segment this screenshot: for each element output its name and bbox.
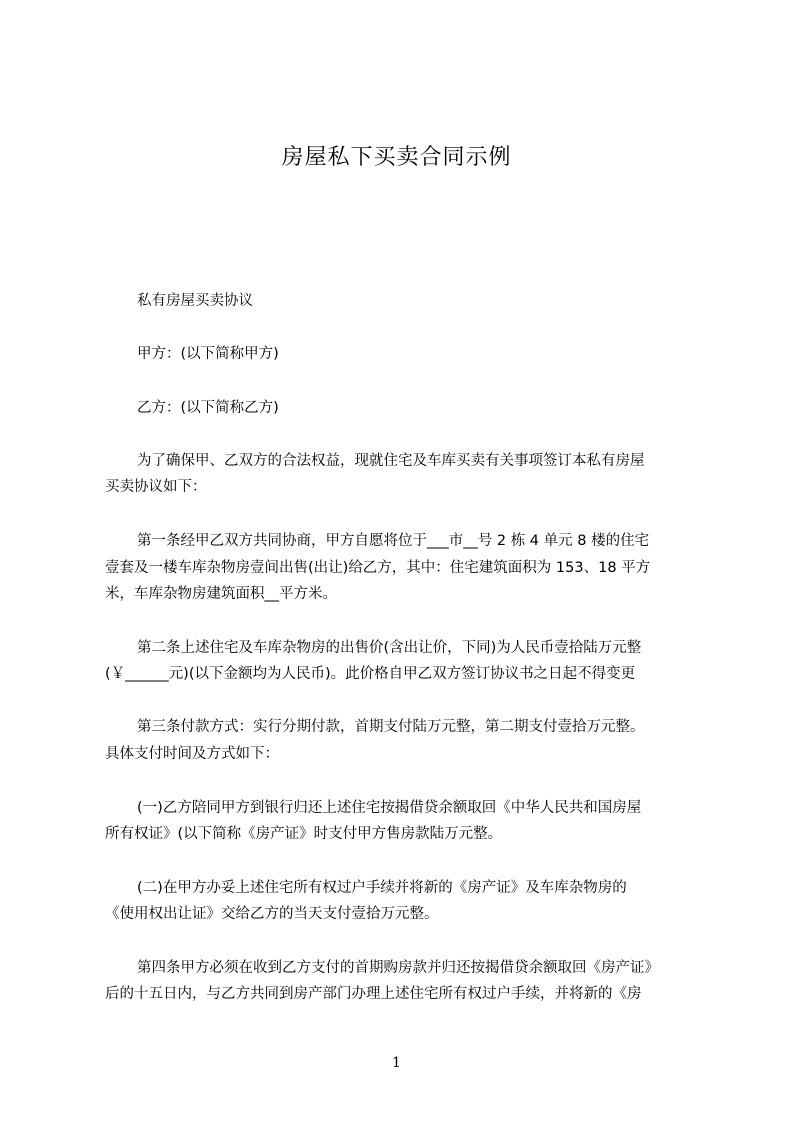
item-1-line-1: (一)乙方陪同甲方到银行归还上述住宅按揭借贷余额取回《中华人民共和国房屋	[137, 800, 642, 816]
intro-line-1: 为了确保甲、乙双方的合法权益，现就住宅及车库买卖有关事项签订本私有房屋	[137, 453, 645, 469]
item-2-line-1: (二)在甲方办妥上述住宅所有权过户手续并将新的《房产证》及车库杂物房的	[137, 880, 627, 896]
article-3-line-2: 具体支付时间及方式如下：	[105, 746, 279, 762]
item-2-line-2: 《使用权出让证》交给乙方的当天支付壹拾万元整。	[105, 906, 439, 922]
article-2-line-1: 第二条上述住宅及车库杂物房的出售价(含出让价，下同)为人民币壹拾陆万元整	[137, 640, 642, 656]
party-a-line: 甲方：(以下简称甲方)	[137, 346, 279, 362]
article-1-line-1: 第一条经甲乙双方共同协商，甲方自愿将位于___市__号 2 栋 4 单元 8 楼的住宅	[137, 533, 650, 549]
page-number: 1	[392, 1055, 401, 1071]
article-4-line-2: 后的十五日内，与乙方共同到房产部门办理上述住宅所有权过户手续，并将新的《房	[105, 986, 642, 1002]
intro-line-2: 买卖协议如下：	[105, 479, 207, 495]
item-1-line-2: 所有权证》(以下简称《房产证》时支付甲方售房款陆万元整。	[105, 826, 503, 842]
article-2-line-2: (￥______元)(以下金额均为人民币)。此价格自甲乙双方签订协议书之日起不得变更	[105, 666, 636, 682]
article-3-line-1: 第三条付款方式：实行分期付款，首期支付陆万元整，第二期支付壹拾万元整。	[137, 719, 645, 735]
article-1-line-3: 米，车库杂物房建筑面积__平方米。	[105, 586, 337, 602]
article-4-line-1: 第四条甲方必须在收到乙方支付的首期购房款并归还按揭借贷余额取回《房产证》	[137, 960, 659, 976]
article-1-line-2: 壹套及一楼车库杂物房壹间出售(出让)给乙方，其中：住宅建筑面积为 153、18 平方	[105, 560, 651, 576]
party-b-line: 乙方：(以下简称乙方)	[137, 400, 279, 416]
agreement-heading: 私有房屋买卖协议	[137, 293, 253, 309]
document-title: 房屋私下买卖合同示例	[281, 145, 512, 170]
